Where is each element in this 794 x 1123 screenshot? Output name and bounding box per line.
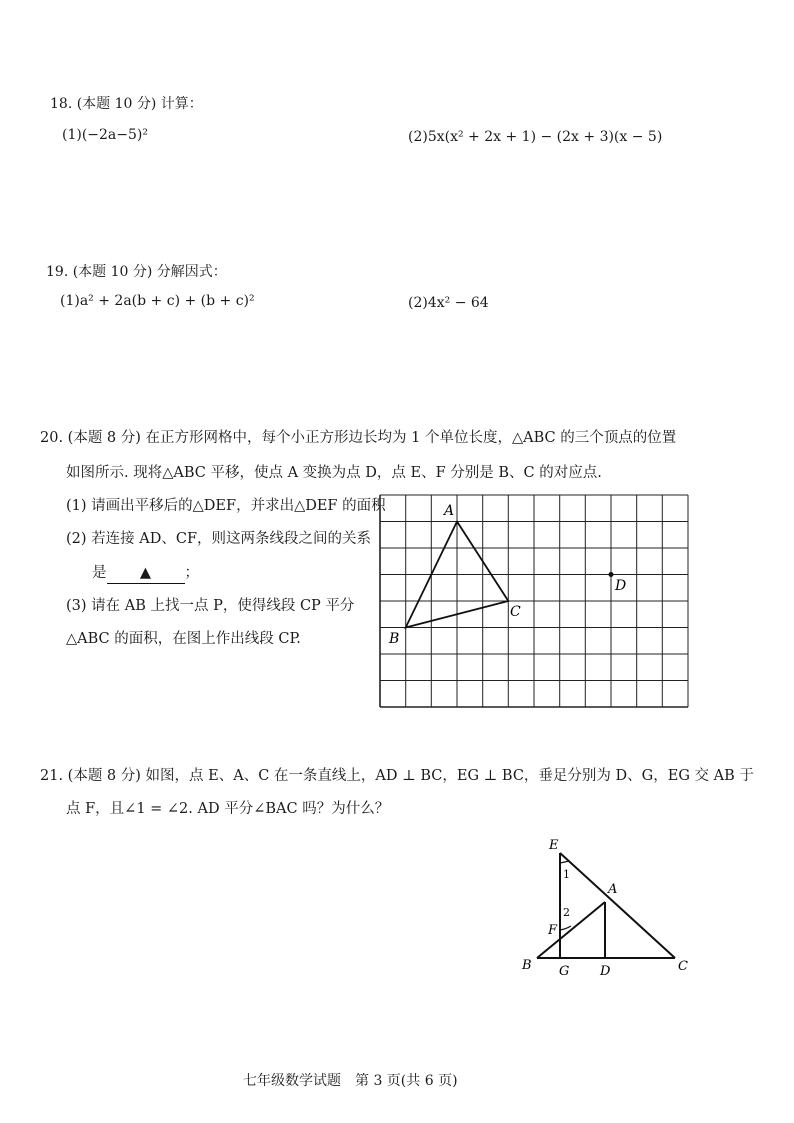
q20-line1: 20. (本题 8 分) 在正方形网格中，每个小正方形边长均为 1 个单位长度，△ABC 的三个顶点的位置 bbox=[40, 430, 677, 446]
label-a: A bbox=[444, 503, 455, 519]
page-footer: 七年级数学试题 第 3 页(共 6 页) bbox=[243, 1073, 458, 1089]
q19-part2: (2)4x² − 64 bbox=[408, 295, 489, 311]
angle-1-arc bbox=[560, 861, 569, 863]
point-d bbox=[609, 572, 614, 577]
angle-1-label: 1 bbox=[563, 868, 570, 881]
label-e: E bbox=[549, 838, 559, 853]
q18-header: 18. (本题 10 分) 计算： bbox=[50, 96, 203, 112]
segment-ec bbox=[560, 853, 675, 958]
label-c21: C bbox=[678, 959, 688, 974]
grid-lines bbox=[380, 495, 688, 707]
label-f: F bbox=[548, 923, 558, 938]
q20-sub2b bbox=[92, 561, 199, 584]
q20-sub3b: △ABC 的面积，在图上作出线段 CP. bbox=[66, 631, 301, 647]
q21-geometry-figure bbox=[515, 830, 705, 980]
label-a21: A bbox=[608, 882, 618, 897]
angle-2-label: 2 bbox=[563, 906, 570, 919]
q20-grid-figure bbox=[378, 492, 692, 714]
q18-part1: (1)(−2a−5)² bbox=[62, 127, 148, 143]
q20-sub2b-pre: 是 bbox=[92, 565, 107, 581]
q20-line2: 如图所示. 现将△ABC 平移，使点 A 变换为点 D，点 E、F 分别是 B、C 的对应点. bbox=[66, 465, 602, 481]
q20-sub1: (1) 请画出平移后的△DEF，并求出△DEF 的面积 bbox=[66, 498, 386, 514]
label-c: C bbox=[510, 604, 521, 620]
q20-sub3a: (3) 请在 AB 上找一点 P，使得线段 CP 平分 bbox=[66, 598, 355, 614]
q20-sub2b-post: ； bbox=[184, 565, 199, 581]
label-d: D bbox=[615, 578, 627, 594]
q19-header: 19. (本题 10 分) 分解因式： bbox=[46, 264, 227, 280]
q21-line1: 21. (本题 8 分) 如图，点 E、A、C 在一条直线上，AD ⊥ BC，EG ⊥ BC，垂足分别为 D、G，EG 交 AB 于 bbox=[40, 768, 754, 784]
q20-sub2a: (2) 若连接 AD、CF，则这两条线段之间的关系 bbox=[66, 531, 372, 547]
angle-2-arc bbox=[560, 926, 571, 930]
q21-line2: 点 F，且∠1 = ∠2. AD 平分∠BAC 吗？为什么？ bbox=[66, 801, 390, 817]
label-d21: D bbox=[600, 964, 611, 979]
label-b21: B bbox=[522, 958, 532, 973]
label-g: G bbox=[559, 964, 570, 979]
q20-answer-blank[interactable]: ▲ bbox=[107, 565, 185, 584]
label-b: B bbox=[389, 631, 400, 647]
q18-part2: (2)5x(x² + 2x + 1) − (2x + 3)(x − 5) bbox=[408, 129, 663, 145]
q19-part1: (1)a² + 2a(b + c) + (b + c)² bbox=[60, 293, 255, 309]
